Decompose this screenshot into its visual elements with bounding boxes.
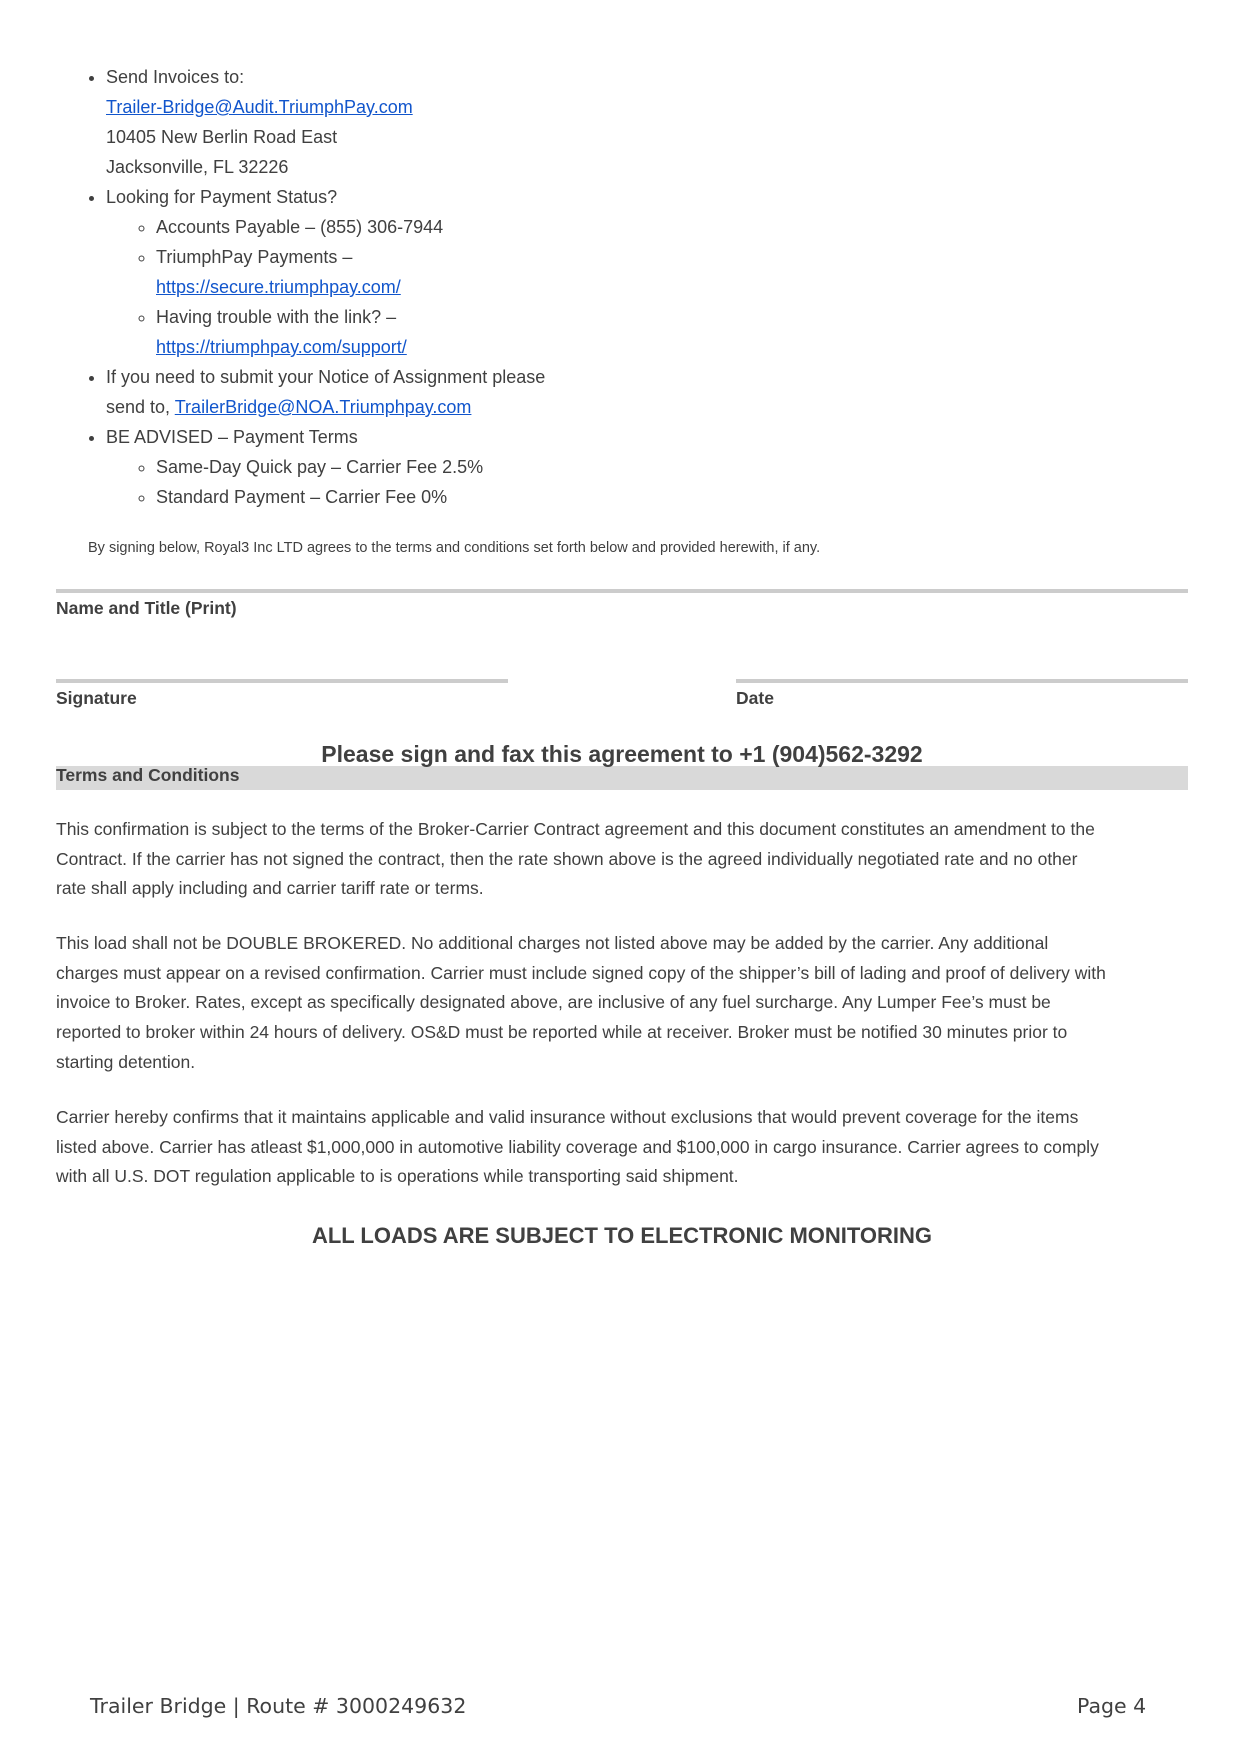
- accounts-payable-item: [156, 212, 656, 242]
- signature-line: [56, 679, 508, 683]
- date-label: Date: [736, 688, 774, 708]
- terms-p2-line: starting detention.: [56, 1051, 196, 1072]
- terms-heading: Terms and Conditions: [56, 765, 240, 785]
- invoices-address-line2: Jacksonville, FL 32226: [106, 157, 289, 177]
- triumphpay-link[interactable]: https://secure.triumphpay.com/: [156, 277, 401, 297]
- agreement-statement: By signing below, Royal3 Inc LTD agrees to the terms and conditions set forth below and provided herewith, if any.: [88, 540, 821, 556]
- payment-terms-label: BE ADVISED – Payment Terms: [106, 427, 358, 447]
- noa-item: [106, 362, 656, 422]
- footer-route: Trailer Bridge | Route # 3000249632: [90, 1694, 467, 1718]
- quick-pay-item: [156, 452, 656, 482]
- trouble-label: Having trouble with the link? –: [156, 307, 397, 327]
- noa-text-line1: If you need to submit your Notice of Assignment please: [106, 367, 546, 387]
- payment-status-label: Looking for Payment Status?: [106, 187, 338, 207]
- terms-p1-line: Contract. If the carrier has not signed the contract, then the rate shown above is the agreed individually negotiated rate and no other: [56, 848, 1078, 869]
- fax-notice: Please sign and fax this agreement to +1 (904)562-3292: [321, 741, 923, 767]
- terms-p2-line: charges must appear on a revised confirmation. Carrier must include signed copy of the shipper’s bill of lading and proof of delivery with: [56, 962, 1106, 983]
- noa-email-link[interactable]: TrailerBridge@NOA.Triumphpay.com: [174, 397, 472, 417]
- terms-p2-line: reported to broker within 24 hours of delivery. OS&D must be reported while at receiver. Broker must be notified 30 minutes prior to: [56, 1022, 1068, 1043]
- accounts-payable-text: Accounts Payable – (855) 306-7944: [156, 217, 444, 237]
- quick-pay-text: Same-Day Quick pay – Carrier Fee 2.5%: [156, 457, 484, 477]
- trouble-item: [156, 302, 656, 362]
- terms-p1-line: rate shall apply including and carrier tariff rate or terms.: [56, 878, 484, 899]
- name-title-label: Name and Title (Print): [56, 598, 237, 618]
- triumphpay-item: [156, 242, 656, 302]
- terms-p3-line: listed above. Carrier has atleast $1,000,000 in automotive liability coverage and $100,000 in cargo insurance. Carrier agrees to comply: [56, 1136, 1099, 1157]
- terms-paragraph-3: [56, 1103, 1196, 1192]
- support-link[interactable]: https://triumphpay.com/support/: [156, 337, 407, 357]
- terms-paragraph-2: [56, 929, 1196, 1078]
- monitoring-notice: ALL LOADS ARE SUBJECT TO ELECTRONIC MONITORING: [311, 1223, 933, 1248]
- payment-terms-sublist: [106, 452, 656, 512]
- terms-p3-line: with all U.S. DOT regulation applicable to is operations while transporting said shipment.: [56, 1166, 739, 1187]
- bullet-list: [56, 62, 656, 512]
- invoices-address-line1: 10405 New Berlin Road East: [106, 127, 338, 147]
- terms-p1-line: This confirmation is subject to the terms of the Broker-Carrier Contract agreement and this document constitutes an amendment to the: [56, 819, 1095, 839]
- terms-p3-line: Carrier hereby confirms that it maintains applicable and valid insurance without exclusions that would prevent coverage for the items: [56, 1107, 1079, 1127]
- payment-status-sublist: [106, 212, 656, 362]
- invoices-email-link[interactable]: Trailer-Bridge@Audit.TriumphPay.com: [106, 97, 413, 117]
- invoices-item: [106, 62, 656, 182]
- info-bullets: [56, 62, 656, 512]
- terms-p2-line: invoice to Broker. Rates, except as specifically designated above, are inclusive of any fuel surcharge. Any Lumper Fee’s must be: [56, 992, 1051, 1013]
- standard-payment-text: Standard Payment – Carrier Fee 0%: [156, 487, 448, 507]
- invoices-label: Send Invoices to:: [106, 67, 245, 87]
- payment-terms-item: [106, 422, 656, 512]
- terms-paragraph-1: [56, 815, 1196, 904]
- terms-p2-line: This load shall not be DOUBLE BROKERED. No additional charges not listed above may be added by the carrier. Any additional: [56, 933, 1049, 953]
- payment-status-item: [106, 182, 656, 362]
- signature-label: Signature: [56, 688, 137, 708]
- footer-page-number: Page 4: [1077, 1694, 1147, 1718]
- name-title-line: [56, 589, 1188, 593]
- noa-text-prefix: send to,: [106, 397, 175, 417]
- date-line: [736, 679, 1188, 683]
- triumphpay-label: TriumphPay Payments –: [156, 247, 353, 267]
- standard-payment-item: [156, 482, 656, 512]
